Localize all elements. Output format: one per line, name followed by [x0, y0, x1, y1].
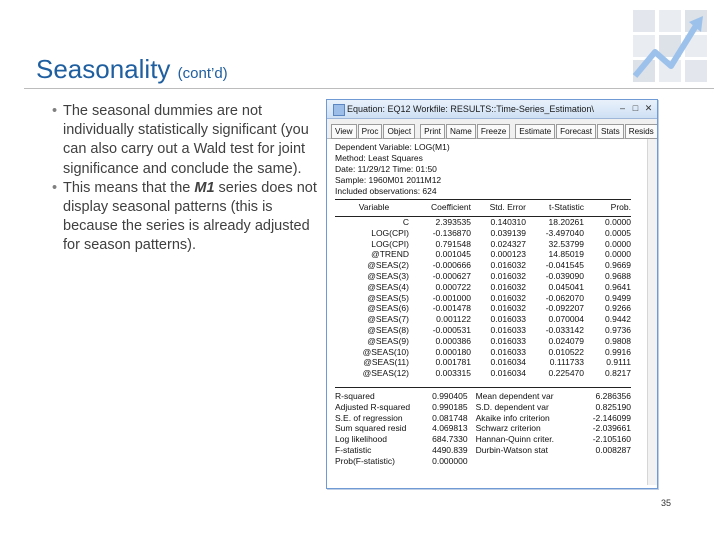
- table-row: [335, 217, 631, 228]
- std-error-cell: 0.140310: [490, 217, 526, 227]
- std-error-cell: 0.016032: [490, 281, 526, 292]
- variable-cell: @SEAS(4): [367, 281, 409, 292]
- toolbar-estimate-button[interactable]: Estimate: [515, 124, 555, 139]
- bullet-item: [52, 102, 320, 179]
- t-statistic-cell: 0.111733: [549, 357, 584, 368]
- prob-cell: 0.9266: [605, 303, 631, 314]
- coefficient-cell: 0.001045: [435, 249, 471, 260]
- table-row: [335, 239, 631, 250]
- page-number: 35: [661, 498, 672, 508]
- stat-label-cell: Durbin-Watson stat: [475, 444, 548, 455]
- stat-label-cell: [468, 456, 582, 467]
- bullet-text-pre: This means that the: [63, 179, 195, 196]
- window-title: Equation: EQ12 Workfile: RESULTS::Time-Series_Estimation\: [347, 104, 594, 114]
- std-error-cell: 0.016033: [490, 324, 526, 335]
- stat-value-cell: 0.008287: [595, 444, 631, 455]
- variable-cell: @SEAS(5): [367, 292, 409, 303]
- variable-cell: C: [402, 217, 409, 227]
- table-row: [335, 434, 631, 445]
- t-statistic-cell: 0.024079: [548, 335, 584, 346]
- variable-cell: @SEAS(9): [367, 335, 409, 346]
- table-row: [335, 282, 631, 293]
- coefficient-table: [335, 199, 631, 379]
- variable-cell: @SEAS(2): [367, 260, 409, 271]
- toolbar-resids-button[interactable]: Resids: [625, 124, 658, 139]
- prob-cell: 0.9499: [605, 292, 631, 303]
- coefficient-cell: 0.000386: [435, 335, 471, 346]
- stat-value-cell: 0.000000: [432, 455, 468, 466]
- stat-label-cell: Sum squared resid: [335, 423, 407, 434]
- t-statistic-cell: -0.062070: [545, 292, 584, 303]
- toolbar-print-button[interactable]: Print: [420, 124, 445, 139]
- t-statistic-cell: 0.225470: [548, 368, 584, 379]
- table-row: [335, 347, 631, 358]
- stat-value-cell: 6.286356: [595, 390, 631, 401]
- coefficient-cell: -0.001478: [432, 303, 471, 314]
- stat-label-cell: Prob(F-statistic): [335, 455, 395, 466]
- slide-title: [36, 54, 228, 85]
- window-toolbar: [327, 119, 657, 139]
- window-app-icon: [333, 104, 345, 116]
- std-error-cell: 0.016032: [490, 303, 526, 314]
- t-statistic-cell: 0.070004: [548, 314, 584, 325]
- table-row: [335, 293, 631, 304]
- prob-cell: 0.9736: [605, 324, 631, 335]
- column-header: Std. Error: [471, 200, 526, 217]
- column-header: t-Statistic: [526, 200, 584, 217]
- table-row: [335, 336, 631, 347]
- table-row: [335, 402, 631, 413]
- prob-cell: 0.9669: [605, 260, 631, 271]
- table-row: [335, 391, 631, 402]
- prob-cell: 0.9111: [606, 357, 631, 368]
- std-error-cell: 0.016032: [490, 270, 526, 281]
- header-line: Sample: 1960M01 2011M12: [335, 175, 442, 185]
- std-error-cell: 0.000123: [490, 249, 526, 260]
- toolbar-stats-button[interactable]: Stats: [597, 124, 624, 139]
- minimize-button[interactable]: –: [619, 103, 625, 113]
- variable-cell: @TREND: [371, 249, 409, 260]
- prob-cell: 0.0005: [605, 227, 631, 238]
- bullet-text-post: series does not display seasonal patterns (this is because the series is already adjusted for season patterns).: [63, 179, 317, 254]
- std-error-cell: 0.016033: [490, 346, 526, 357]
- table-header-row: [335, 200, 631, 217]
- column-header: Prob.: [584, 200, 631, 217]
- std-error-cell: 0.016034: [490, 368, 526, 379]
- toolbar-view-button[interactable]: View: [331, 124, 357, 139]
- t-statistic-cell: -3.497040: [545, 227, 584, 238]
- table-row: [335, 260, 631, 271]
- t-statistic-cell: 0.045041: [548, 281, 584, 292]
- variable-cell: @SEAS(7): [367, 314, 409, 325]
- table-row: [335, 413, 631, 424]
- table-row: [335, 228, 631, 239]
- slide-title-suffix: (cont’d): [177, 65, 228, 82]
- prob-cell: 0.9641: [605, 281, 631, 292]
- stat-label-cell: Log likelihood: [335, 434, 387, 445]
- toolbar-forecast-button[interactable]: Forecast: [556, 124, 596, 139]
- stat-label-cell: Schwarz criterion: [475, 423, 541, 434]
- table-row: [335, 423, 631, 434]
- stat-label-cell: Adjusted R-squared: [335, 401, 411, 412]
- std-error-cell: 0.039139: [490, 227, 526, 238]
- coefficient-cell: -0.000531: [432, 324, 471, 335]
- table-row: [335, 271, 631, 282]
- stat-value-cell: [582, 456, 631, 467]
- std-error-cell: 0.016033: [490, 314, 526, 325]
- stat-value-cell: -2.146099: [592, 412, 631, 423]
- t-statistic-cell: -0.092207: [545, 303, 584, 314]
- bullet-list: [52, 102, 320, 256]
- column-header: Coefficient: [413, 200, 471, 217]
- prob-cell: 0.0000: [605, 217, 631, 227]
- header-line: Method: Least Squares: [335, 153, 423, 163]
- table-row: [335, 445, 631, 456]
- stat-label-cell: F-statistic: [335, 444, 372, 455]
- std-error-cell: 0.016032: [490, 292, 526, 303]
- variable-cell: @SEAS(11): [363, 357, 409, 368]
- stat-value-cell: -2.105160: [592, 434, 631, 445]
- table-row: [335, 368, 631, 379]
- estimation-output: [327, 139, 657, 482]
- t-statistic-cell: 18.20261: [548, 217, 584, 227]
- coefficient-cell: -0.136870: [432, 227, 471, 238]
- std-error-cell: 0.016033: [490, 335, 526, 346]
- coefficient-cell: 2.393535: [435, 217, 471, 227]
- bullet-dot-icon: •: [52, 103, 58, 119]
- title-divider: [24, 88, 714, 89]
- window-titlebar[interactable]: [327, 100, 657, 119]
- prob-cell: 0.0000: [605, 238, 631, 249]
- header-line: Dependent Variable: LOG(M1): [335, 142, 450, 152]
- bullet-text: The seasonal dummies are not individually statistically significant (you can also carry out a Wald test for joint significance and conclude the same).: [63, 103, 309, 177]
- header-line: Date: 11/29/12 Time: 01:50: [335, 164, 437, 174]
- variable-cell: @SEAS(10): [362, 346, 409, 357]
- prob-cell: 0.9916: [605, 346, 631, 357]
- vertical-scrollbar[interactable]: [647, 139, 657, 485]
- table-row: [335, 303, 631, 314]
- chart-logo-icon: [633, 10, 707, 82]
- stat-label-cell: Mean dependent var: [475, 390, 554, 401]
- stat-value-cell: 0.825190: [595, 401, 631, 412]
- prob-cell: 0.8217: [605, 368, 631, 379]
- coefficient-cell: -0.000666: [432, 260, 471, 271]
- slide-title-main: Seasonality: [36, 54, 171, 84]
- t-statistic-cell: -0.041545: [545, 260, 584, 271]
- bullet-dot-icon: •: [52, 179, 58, 196]
- std-error-cell: 0.024327: [490, 238, 526, 249]
- equation-window[interactable]: [326, 99, 658, 489]
- stat-value-cell: -2.039661: [592, 423, 631, 434]
- coefficient-cell: 0.000180: [435, 346, 471, 357]
- stat-value-cell: 4.069813: [432, 423, 468, 434]
- variable-cell: @SEAS(3): [367, 270, 409, 281]
- prob-cell: 0.9442: [605, 314, 631, 325]
- coefficient-cell: 0.000722: [435, 281, 471, 292]
- variable-cell: @SEAS(8): [367, 324, 409, 335]
- stat-label-cell: Akaike info criterion: [475, 412, 550, 423]
- toolbar-proc-button[interactable]: Proc: [358, 124, 383, 139]
- table-row: [335, 456, 631, 467]
- t-statistic-cell: -0.039090: [545, 270, 584, 281]
- stat-label-cell: S.E. of regression: [335, 412, 403, 423]
- stat-value-cell: 0.081748: [432, 412, 468, 423]
- stat-label-cell: S.D. dependent var: [475, 401, 549, 412]
- stat-label-cell: R-squared: [335, 390, 375, 401]
- regression-stats-table: [335, 391, 631, 467]
- stat-value-cell: 0.990405: [432, 390, 468, 401]
- bullet-item: [52, 179, 320, 256]
- bullet-text-emphasis: M1: [194, 179, 215, 196]
- t-statistic-cell: 0.010522: [548, 346, 584, 357]
- prob-cell: 0.9688: [605, 270, 631, 281]
- t-statistic-cell: 14.85019: [548, 249, 584, 260]
- stat-value-cell: 684.7330: [432, 434, 468, 445]
- stat-label-cell: Hannan-Quinn criter.: [475, 434, 554, 445]
- close-button[interactable]: ✕: [644, 103, 653, 113]
- stat-value-cell: 0.990185: [432, 401, 468, 412]
- toolbar-name-button[interactable]: Name: [446, 124, 476, 139]
- coefficient-cell: 0.001781: [435, 357, 471, 368]
- t-statistic-cell: 32.53799: [548, 238, 584, 249]
- coefficient-cell: 0.791548: [435, 238, 471, 249]
- coefficient-cell: -0.001000: [432, 292, 471, 303]
- toolbar-object-button[interactable]: Object: [383, 124, 415, 139]
- t-statistic-cell: -0.033142: [545, 324, 584, 335]
- variable-cell: LOG(CPI): [371, 238, 409, 249]
- stat-value-cell: 4490.839: [432, 444, 468, 455]
- maximize-button[interactable]: □: [632, 103, 639, 113]
- table-row: [335, 357, 631, 368]
- std-error-cell: 0.016034: [490, 357, 526, 368]
- std-error-cell: 0.016032: [490, 260, 526, 271]
- table-row: [335, 325, 631, 336]
- coefficient-cell: 0.003315: [435, 368, 471, 379]
- variable-cell: @SEAS(12): [362, 368, 409, 379]
- column-header: Variable: [335, 200, 413, 217]
- coefficient-cell: -0.000627: [432, 270, 471, 281]
- toolbar-freeze-button[interactable]: Freeze: [477, 124, 510, 139]
- prob-cell: 0.0000: [605, 249, 631, 260]
- variable-cell: @SEAS(6): [367, 303, 409, 314]
- table-divider: [335, 387, 631, 388]
- table-row: [335, 249, 631, 260]
- table-row: [335, 314, 631, 325]
- coefficient-cell: 0.001122: [436, 314, 471, 325]
- header-line: Included observations: 624: [335, 186, 437, 196]
- variable-cell: LOG(CPI): [371, 227, 409, 238]
- prob-cell: 0.9808: [605, 335, 631, 346]
